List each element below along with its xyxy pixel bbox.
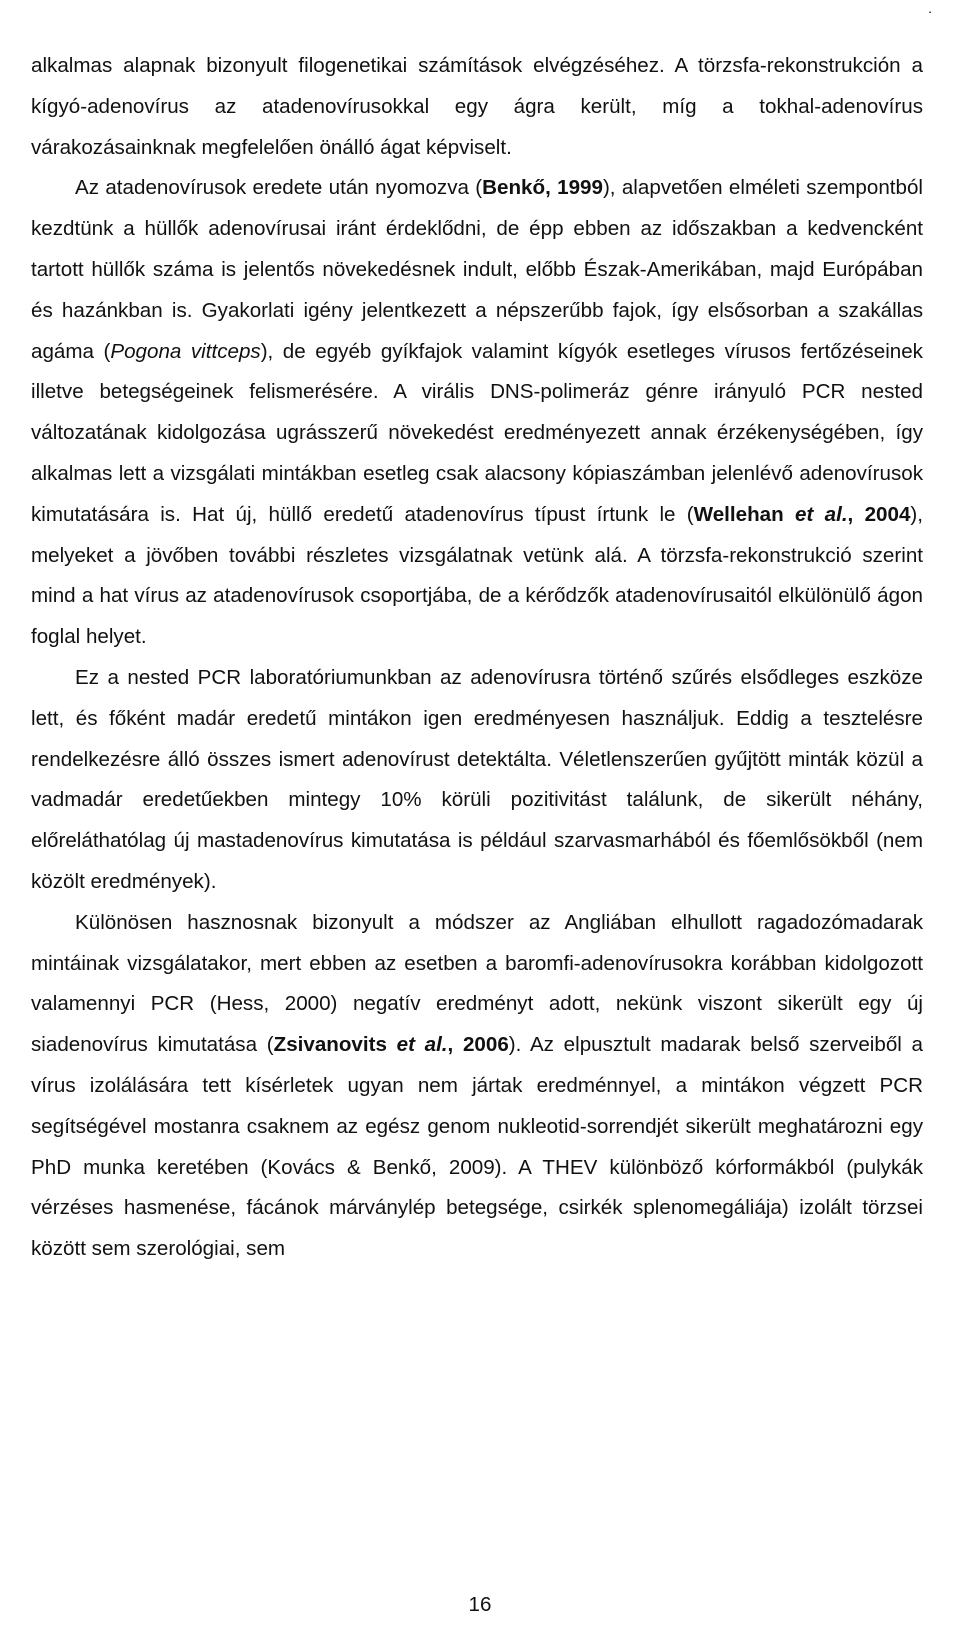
paragraph-2-text-a: Az atadenovírusok eredete után nyomozva ( [75, 176, 483, 200]
header-dot: . [928, 0, 932, 16]
citation-wellehan-etal: et al. [795, 502, 848, 526]
citation-wellehan-year: , 2004 [847, 502, 911, 526]
citation-wellehan-author: Wellehan [693, 502, 784, 526]
citation-zsivanovits-year: , 2006 [447, 1033, 509, 1057]
paragraph-4 [31, 903, 923, 1270]
paragraph-2-text-c: ), de egyéb gyíkfajok valamint kígyók esetleges vírusos fertőzéseinek illetve betegségeinek felismerésére. A virális DNS-polimeráz génre irányuló PCR nested változatának kidolgozása ugrásszerű növekedést eredményezett annak érzékenységében, így alkalmas lett a vizsgálati mintákban esetleg csak alacsony kópiaszámban jelenlévő adenovírusok kimutatására is. Hat új, hüllő eredetű atadenovírus típust írtunk le ( [31, 339, 923, 526]
paragraph-1 [31, 46, 923, 168]
paragraph-4-text-a: Különösen hasznosnak bizonyult a módszer az Angliában elhullott ragadozómadarak mintáinak vizsgálatakor, mert ebben az esetben a baromfi-adenovírusokra korábban kidolgozott valamennyi PCR (Hess, 2000) negatív eredményt adott, nekünk viszont sikerült egy új siadenovírus kimutatása ( [31, 910, 923, 1057]
citation-zsivanovits-etal: et al. [396, 1033, 448, 1057]
page-number: 16 [468, 1593, 492, 1616]
paragraph-2 [31, 168, 923, 658]
citation-zsivanovits-author: Zsivanovits [273, 1033, 387, 1057]
header-mark [0, 0, 960, 14]
paragraph-4-text-b: ). Az elpusztult madarak belső szerveiből a vírus izolálására tett kísérletek ugyan nem jártak eredménnyel, a mintákon végzett PCR segítségével mostanra csaknem az egész genom nukleotid-sorrendjét sikerült meghatározni egy PhD munka keretében (Kovács & Benkő, 2009). A THEV különböző kórformákból (pulykák vérzéses hasmenése, fácánok márványlép betegsége, csirkék splenomegáliája) izolált törzsei között sem szerológiai, sem [31, 1033, 923, 1261]
body-text [31, 46, 923, 1270]
paragraph-1-text: alkalmas alapnak bizonyult filogenetikai számítások elvégzéséhez. A törzsfa-rekonstrukción a kígyó-adenovírus az atadenovírusokkal egy ágra került, míg a tokhal-adenovírus várakozásainknak megfelelően önálló ágat képviselt. [31, 54, 923, 159]
paragraph-3-text: Ez a nested PCR laboratóriumunkban az adenovírusra történő szűrés elsődleges eszköze lett, és főként madár eredetű mintákon igen eredményesen használjuk. Eddig a tesztelésre rendelkezésre álló összes ismert adenovírust detektálta. Véletlenszerűen gyűjtött minták közül a vadmadár eredetűekben mintegy 10% körüli pozitivitást találunk, de sikerült néhány, előreláthatólag új mastadenovírus kimutatása is például szarvasmarhából és főemlősökből (nem közölt eredmények). [31, 665, 923, 893]
paragraph-2-text-b: ), alapvetően elméleti szempontból kezdtünk a hüllők adenovírusai iránt érdeklődni, de épp ebben az időszakban a kedvencként tartott hüllők száma is jelentős növekedésnek indult, előbb Észak-Amerikában, majd Európában és hazánkban is. Gyakorlati igény jelentkezett a népszerűbb fajok, így elsősorban a szakállas agáma ( [31, 176, 923, 363]
species-name: Pogona vittceps [110, 339, 261, 363]
citation-benko-1999: Benkő, 1999 [482, 176, 603, 200]
paragraph-3 [31, 658, 923, 903]
paragraph-2-text-d: ), melyeket a jövőben további részletes vizsgálatnak vetünk alá. A törzsfa-rekonstrukció szerint mind a hat vírus az atadenovírusok csoportjába, de a kérődzők atadenovírusaitól elkülönülő ágon foglal helyet. [31, 502, 923, 649]
